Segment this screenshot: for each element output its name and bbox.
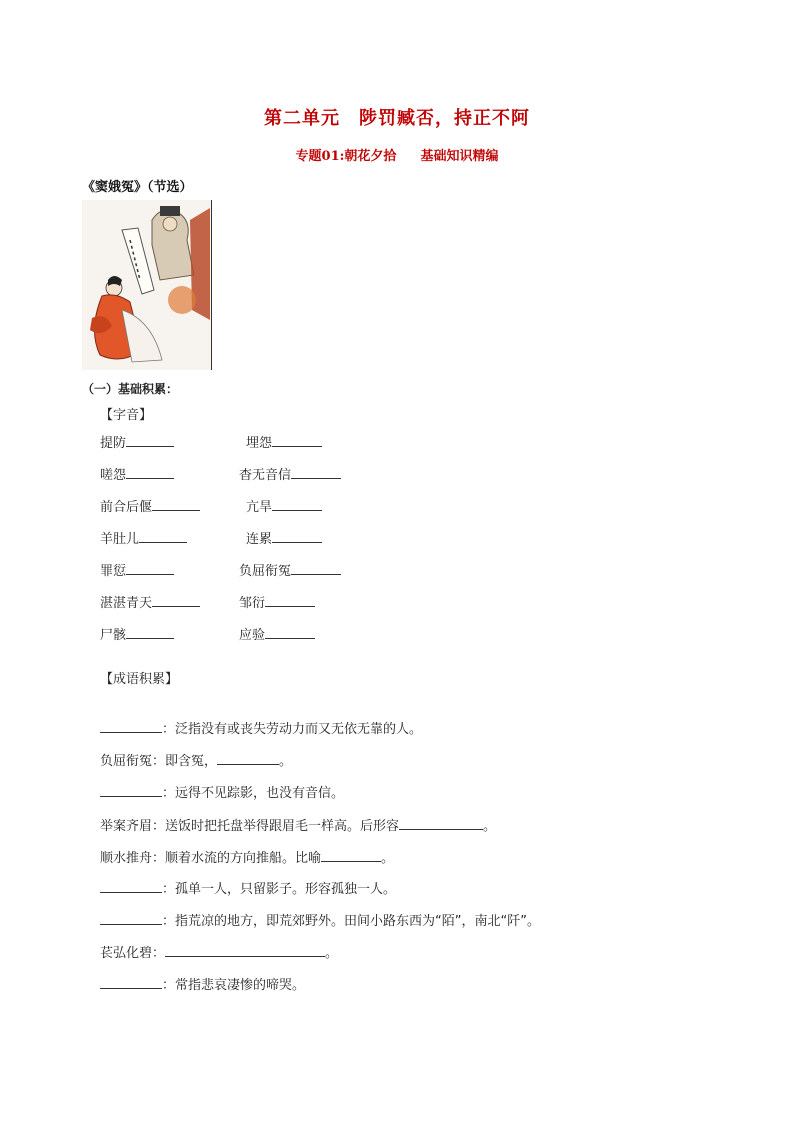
answer-blank[interactable] xyxy=(217,752,279,765)
answer-blank[interactable] xyxy=(321,849,381,862)
pronunciation-item: 连累 xyxy=(246,528,322,547)
answer-blank[interactable] xyxy=(100,976,162,989)
idiom-line: ：泛指没有或丧失劳动力而又无依无靠的人。 xyxy=(100,718,422,737)
subtitle-category: 基础知识精编 xyxy=(420,149,499,164)
answer-blank[interactable] xyxy=(100,784,162,797)
pronunciation-item: 提防 xyxy=(100,432,174,451)
pronunciation-item: 亢旱 xyxy=(246,496,322,515)
pronunciation-heading: 【字音】 xyxy=(100,408,153,423)
answer-blank[interactable] xyxy=(272,434,322,447)
answer-blank[interactable] xyxy=(272,530,322,543)
pronunciation-item: 应验 xyxy=(239,624,315,643)
lesson-title: 《窦娥冤》（节选） xyxy=(82,180,193,195)
idiom-line: 顺水推舟：顺着水流的方向推船。比喻 。 xyxy=(100,851,395,866)
idiom-line: 举案齐眉：送饭时把托盘举得跟眉毛一样高。后形容 。 xyxy=(100,819,497,834)
opera-illustration xyxy=(82,200,212,370)
pronunciation-item: 邹衍 xyxy=(239,592,315,611)
answer-blank[interactable] xyxy=(100,912,162,925)
pronunciation-item: 杳无音信 xyxy=(239,464,341,483)
answer-blank[interactable] xyxy=(265,594,315,607)
pronunciation-item: 前合后偃 xyxy=(100,496,200,515)
answer-blank[interactable] xyxy=(100,720,162,733)
pronunciation-item: 负屈衔冤 xyxy=(239,560,341,579)
pronunciation-item: 羊肚儿 xyxy=(100,528,187,547)
answer-blank[interactable] xyxy=(272,498,322,511)
answer-blank[interactable] xyxy=(100,880,162,893)
idioms-heading: 【成语积累】 xyxy=(100,672,179,687)
answer-blank[interactable] xyxy=(399,817,483,830)
idiom-line: ：指荒凉的地方，即荒郊野外。田间小路东西为“陌”，南北“阡”。 xyxy=(100,910,540,929)
pronunciation-item: 埋怨 xyxy=(246,432,322,451)
idiom-line: ：远得不见踪影，也没有音信。 xyxy=(100,782,344,801)
page-title: 第二单元 陟罚臧否，持正不阿 xyxy=(264,108,530,129)
answer-blank[interactable] xyxy=(291,562,341,575)
answer-blank[interactable] xyxy=(126,626,174,639)
section-heading: （一）基础积累： xyxy=(82,382,179,396)
page-subtitle xyxy=(0,145,794,164)
pronunciation-item: 罪愆 xyxy=(100,560,174,579)
answer-blank[interactable] xyxy=(152,594,200,607)
subtitle-topic: 专题01:朝花夕拾 xyxy=(295,149,397,164)
pronunciation-item: 嗟怨 xyxy=(100,464,174,483)
answer-blank[interactable] xyxy=(152,498,200,511)
answer-blank[interactable] xyxy=(126,466,174,479)
idiom-line: 苌弘化碧： 。 xyxy=(100,946,339,961)
answer-blank[interactable] xyxy=(265,626,315,639)
answer-blank[interactable] xyxy=(126,434,174,447)
idiom-line: ：常指悲哀凄惨的啼哭。 xyxy=(100,974,305,993)
answer-blank[interactable] xyxy=(291,466,341,479)
answer-blank[interactable] xyxy=(126,562,174,575)
idiom-line: ：孤单一人，只留影子。形容孤独一人。 xyxy=(100,878,396,897)
idiom-line: 负屈衔冤：即含冤， 。 xyxy=(100,754,293,769)
answer-blank[interactable] xyxy=(165,944,325,957)
answer-blank[interactable] xyxy=(139,530,187,543)
pronunciation-item: 湛湛青天 xyxy=(100,592,200,611)
pronunciation-item: 尸骸 xyxy=(100,624,174,643)
